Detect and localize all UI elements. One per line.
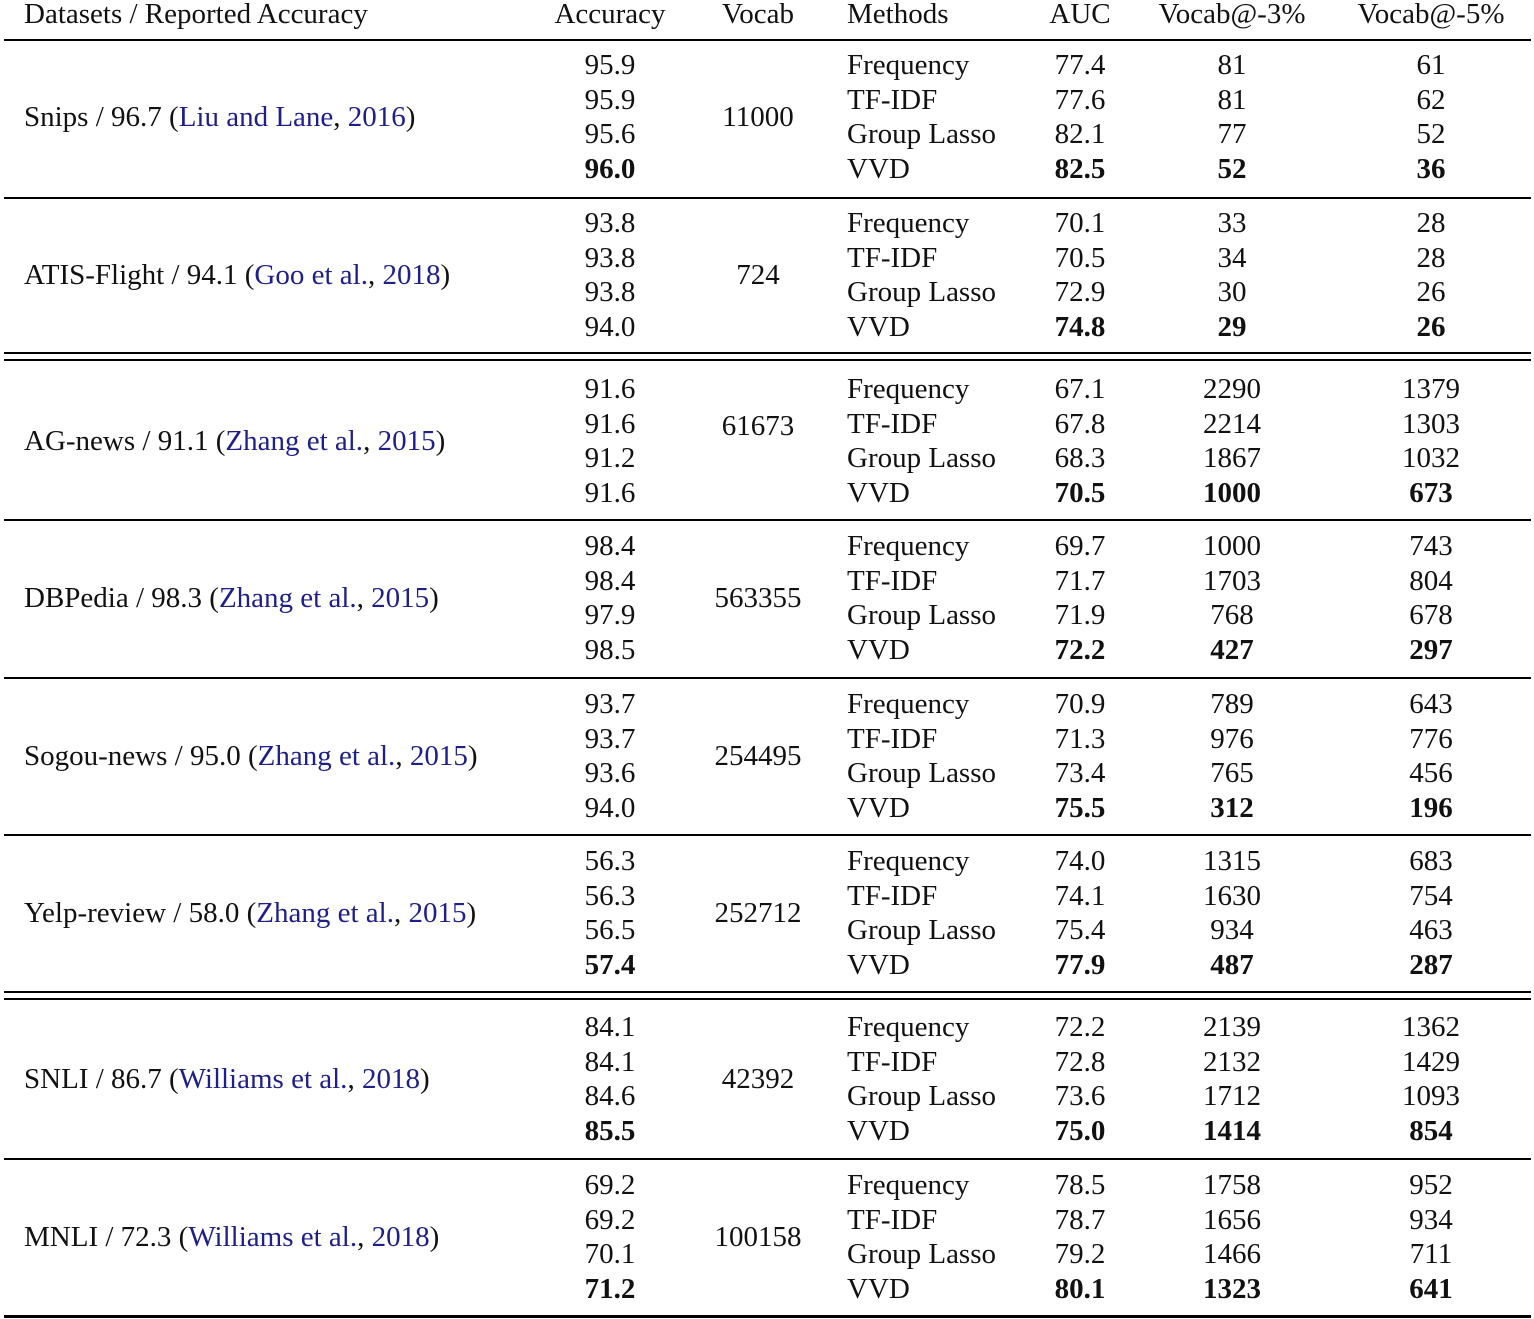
vocab-3-value: 1867 (1203, 442, 1261, 475)
accuracy-value: 93.8 (584, 241, 636, 274)
accuracy-value: 95.9 (584, 49, 636, 81)
auc-value: 71.3 (1054, 722, 1106, 755)
vocab-5-value: 61 (1416, 49, 1446, 81)
citation-close: ) (440, 258, 451, 291)
auc-value: 73.4 (1054, 757, 1106, 790)
vocab-5-value: 1379 (1402, 373, 1460, 405)
citation-year-link[interactable]: 2015 (409, 739, 468, 772)
accuracy-value: 95.6 (584, 118, 636, 151)
table-rule (4, 991, 1531, 993)
citation-separator: , (395, 739, 410, 772)
vocab-3-value: 427 (1210, 633, 1254, 666)
accuracy-value: 97.9 (584, 599, 636, 632)
accuracy-value: 56.3 (584, 879, 636, 912)
accuracy-value: 93.7 (584, 688, 636, 720)
vocab-3-value: 2214 (1203, 407, 1261, 440)
vocab-3-value: 976 (1210, 722, 1254, 755)
vocab-3-value: 2139 (1203, 1011, 1261, 1043)
auc-value: 71.7 (1054, 564, 1106, 597)
auc-value: 70.5 (1054, 476, 1106, 509)
dataset-label (24, 1062, 430, 1096)
header-vocab-3: Vocab@-3% (1158, 0, 1306, 30)
citation-separator: , (333, 100, 348, 133)
vocab-5-value: 62 (1416, 83, 1446, 116)
accuracy-value: 93.6 (584, 757, 636, 790)
citation-year-link[interactable]: 2018 (361, 1062, 420, 1095)
auc-value: 82.5 (1054, 152, 1106, 185)
auc-value: 70.1 (1054, 207, 1106, 239)
vocab-5-value: 673 (1409, 476, 1453, 509)
vocab-5-value: 952 (1409, 1169, 1453, 1201)
vocab-3-value: 1758 (1203, 1169, 1261, 1201)
citation-separator: , (356, 581, 372, 614)
citation-separator: , (347, 1062, 362, 1095)
vocab-3-value: 30 (1217, 276, 1247, 309)
header-rule (4, 39, 1531, 41)
method-name: Frequency (847, 1011, 970, 1043)
vocab-3-value: 1703 (1203, 564, 1261, 597)
method-name: Frequency (847, 207, 970, 239)
vocab-5-value: 934 (1409, 1203, 1453, 1236)
citation-author-link[interactable]: Williams et al. (188, 1220, 358, 1253)
vocab-3-value: 81 (1217, 49, 1247, 81)
accuracy-value: 84.6 (584, 1080, 636, 1113)
dataset-label (24, 1220, 439, 1254)
method-name: Frequency (847, 373, 970, 405)
vocab-3-value: 33 (1217, 207, 1247, 239)
vocab-5-value: 711 (1409, 1238, 1453, 1271)
method-name: TF-IDF (847, 722, 938, 755)
citation-separator: , (357, 1220, 372, 1253)
method-name: VVD (847, 633, 910, 666)
accuracy-value: 93.7 (584, 722, 636, 755)
vocab-5-value: 456 (1409, 757, 1453, 790)
dataset-label (24, 258, 450, 292)
table-rule (4, 1315, 1531, 1318)
dataset-label (24, 424, 445, 458)
vocab-3-value: 789 (1210, 688, 1254, 720)
vocab-5-value: 1032 (1402, 442, 1460, 475)
vocab-3-value: 312 (1210, 791, 1254, 824)
citation-author-link[interactable]: Williams et al. (178, 1062, 348, 1095)
auc-value: 74.1 (1054, 879, 1106, 912)
dataset-name: MNLI / 72.3 ( (24, 1220, 189, 1253)
table-rule (4, 352, 1531, 354)
vocab-5-value: 28 (1416, 207, 1446, 239)
vocab-5-value: 196 (1409, 791, 1453, 824)
accuracy-value: 56.3 (584, 845, 636, 877)
auc-value: 75.5 (1054, 791, 1106, 824)
citation-close: ) (467, 739, 478, 772)
method-name: Group Lasso (847, 442, 997, 475)
table-rule (4, 197, 1531, 199)
accuracy-value: 84.1 (584, 1011, 636, 1043)
method-name: VVD (847, 476, 910, 509)
method-name: Frequency (847, 49, 970, 81)
vocab-5-value: 26 (1416, 310, 1446, 343)
vocab-size: 100158 (714, 1220, 802, 1253)
accuracy-value: 94.0 (584, 310, 636, 343)
auc-value: 70.5 (1054, 241, 1106, 274)
header-vocab-5: Vocab@-5% (1357, 0, 1505, 30)
vocab-3-value: 77 (1217, 118, 1247, 151)
vocab-3-value: 52 (1217, 152, 1247, 185)
method-name: Group Lasso (847, 276, 997, 309)
auc-value: 77.9 (1054, 948, 1106, 981)
auc-value: 78.7 (1054, 1203, 1106, 1236)
table-rule (4, 1158, 1531, 1160)
method-name: Frequency (847, 845, 970, 877)
dataset-label (24, 739, 477, 773)
dataset-label (24, 100, 415, 134)
header-auc: AUC (1049, 0, 1111, 30)
vocab-size: 11000 (722, 100, 794, 133)
vocab-size: 252712 (714, 896, 802, 929)
vocab-5-value: 463 (1409, 914, 1453, 947)
method-name: TF-IDF (847, 241, 938, 274)
vocab-5-value: 643 (1409, 688, 1453, 720)
citation-close: ) (466, 896, 477, 929)
vocab-5-value: 754 (1409, 879, 1453, 912)
accuracy-value: 95.9 (584, 83, 636, 116)
auc-value: 73.6 (1054, 1080, 1106, 1113)
vocab-5-value: 28 (1416, 241, 1446, 274)
citation-year-link[interactable]: 2015 (371, 581, 430, 614)
citation-close: ) (429, 581, 439, 614)
method-name: Group Lasso (847, 757, 997, 790)
vocab-3-value: 1000 (1203, 530, 1261, 562)
accuracy-value: 91.6 (584, 476, 636, 509)
vocab-5-value: 641 (1409, 1272, 1453, 1305)
vocab-5-value: 287 (1409, 948, 1453, 981)
table-rule (4, 359, 1531, 361)
vocab-5-value: 678 (1409, 599, 1453, 632)
vocab-5-value: 1429 (1402, 1045, 1460, 1078)
accuracy-value: 98.4 (584, 564, 636, 597)
method-name: TF-IDF (847, 1045, 938, 1078)
citation-year-link[interactable]: 2016 (347, 100, 406, 133)
accuracy-value: 91.6 (584, 407, 636, 440)
vocab-5-value: 297 (1409, 633, 1453, 666)
vocab-3-value: 81 (1217, 83, 1247, 116)
dataset-name: AG-news / 91.1 ( (24, 424, 226, 457)
method-name: TF-IDF (847, 564, 938, 597)
auc-value: 82.1 (1054, 118, 1106, 151)
vocab-size: 254495 (714, 739, 802, 772)
header-methods: Methods (847, 0, 949, 30)
accuracy-value: 94.0 (584, 791, 636, 824)
auc-value: 74.0 (1054, 845, 1106, 877)
vocab-5-value: 26 (1416, 276, 1446, 309)
auc-value: 68.3 (1054, 442, 1106, 475)
vocab-3-value: 29 (1217, 310, 1247, 343)
vocab-5-value: 1362 (1402, 1011, 1460, 1043)
method-name: Group Lasso (847, 914, 997, 947)
vocab-3-value: 934 (1210, 914, 1254, 947)
method-name: TF-IDF (847, 407, 938, 440)
method-name: Frequency (847, 1169, 970, 1201)
auc-value: 72.9 (1054, 276, 1106, 309)
dataset-name: Yelp-review / 58.0 ( (24, 896, 257, 929)
method-name: Group Lasso (847, 599, 997, 632)
accuracy-value: 69.2 (584, 1169, 636, 1201)
vocab-3-value: 765 (1210, 757, 1254, 790)
vocab-3-value: 1323 (1203, 1272, 1261, 1305)
auc-value: 80.1 (1054, 1272, 1106, 1305)
vocab-5-value: 854 (1409, 1114, 1453, 1147)
header-vocab: Vocab (722, 0, 794, 30)
citation-close: ) (405, 100, 416, 133)
vocab-size: 563355 (714, 581, 802, 614)
method-name: TF-IDF (847, 1203, 938, 1236)
vocab-size: 42392 (721, 1062, 795, 1095)
auc-value: 70.9 (1054, 688, 1106, 720)
accuracy-value: 93.8 (584, 276, 636, 309)
vocab-size: 61673 (721, 409, 795, 442)
vocab-5-value: 743 (1409, 530, 1453, 562)
auc-value: 77.6 (1054, 83, 1106, 116)
auc-value: 71.9 (1054, 599, 1106, 632)
citation-close: ) (429, 1220, 440, 1253)
auc-value: 77.4 (1054, 49, 1106, 81)
vocab-5-value: 36 (1416, 152, 1446, 185)
vocab-3-value: 1712 (1203, 1080, 1261, 1113)
method-name: Group Lasso (847, 1238, 997, 1271)
citation-author-link[interactable]: Zhang et al. (257, 739, 396, 772)
accuracy-value: 98.5 (584, 633, 636, 666)
accuracy-value: 91.2 (584, 442, 636, 475)
citation-close: ) (435, 424, 446, 457)
vocab-size: 724 (736, 258, 780, 291)
citation-year-link[interactable]: 2015 (408, 896, 467, 929)
vocab-3-value: 1630 (1203, 879, 1261, 912)
vocab-3-value: 1315 (1203, 845, 1261, 877)
auc-value: 75.0 (1054, 1114, 1106, 1147)
table-rule (4, 519, 1531, 521)
citation-separator: , (367, 258, 383, 291)
vocab-3-value: 34 (1217, 241, 1247, 274)
citation-author-link[interactable]: Zhang et al. (225, 424, 364, 457)
method-name: VVD (847, 310, 910, 343)
citation-author-link[interactable]: Zhang et al. (218, 581, 357, 614)
vocab-3-value: 1466 (1203, 1238, 1261, 1271)
citation-separator: , (363, 424, 378, 457)
dataset-label (24, 896, 476, 930)
table-rule (4, 834, 1531, 836)
table-rule (4, 998, 1531, 1000)
vocab-5-value: 1093 (1402, 1080, 1460, 1113)
header-accuracy: Accuracy (554, 0, 666, 30)
accuracy-value: 70.1 (584, 1238, 636, 1271)
vocab-3-value: 1414 (1203, 1114, 1261, 1147)
vocab-5-value: 776 (1409, 722, 1453, 755)
auc-value: 72.2 (1054, 633, 1106, 666)
citation-author-link[interactable]: Zhang et al. (256, 896, 394, 929)
table-rule (4, 677, 1531, 679)
accuracy-value: 93.8 (584, 207, 636, 239)
accuracy-value: 71.2 (584, 1272, 636, 1305)
vocab-3-value: 1656 (1203, 1203, 1261, 1236)
dataset-name: Sogou-news / 95.0 ( (24, 739, 258, 772)
vocab-3-value: 487 (1210, 948, 1254, 981)
method-name: Frequency (847, 530, 970, 562)
auc-value: 78.5 (1054, 1169, 1106, 1201)
dataset-label (24, 581, 439, 615)
vocab-5-value: 804 (1409, 564, 1453, 597)
method-name: VVD (847, 948, 910, 981)
vocab-5-value: 52 (1416, 118, 1446, 151)
dataset-name: Snips / 96.7 ( (24, 100, 179, 133)
accuracy-value: 69.2 (584, 1203, 636, 1236)
dataset-name: ATIS-Flight / 94.1 ( (24, 258, 255, 291)
citation-author-link[interactable]: Goo et al. (254, 258, 368, 291)
auc-value: 67.1 (1054, 373, 1106, 405)
vocab-3-value: 2132 (1203, 1045, 1261, 1078)
accuracy-value: 84.1 (584, 1045, 636, 1078)
accuracy-value: 98.4 (584, 530, 636, 562)
auc-value: 75.4 (1054, 914, 1106, 947)
auc-value: 72.2 (1054, 1011, 1106, 1043)
method-name: VVD (847, 1114, 910, 1147)
method-name: Frequency (847, 688, 970, 720)
auc-value: 67.8 (1054, 407, 1106, 440)
accuracy-value: 96.0 (584, 152, 636, 185)
citation-year-link[interactable]: 2018 (371, 1220, 430, 1253)
auc-value: 69.7 (1054, 530, 1106, 562)
auc-value: 79.2 (1054, 1238, 1106, 1271)
method-name: Group Lasso (847, 1080, 997, 1113)
method-name: VVD (847, 1272, 910, 1305)
method-name: TF-IDF (847, 83, 938, 116)
header-datasets: Datasets / Reported Accuracy (24, 0, 368, 30)
citation-year-link[interactable]: 2018 (382, 258, 441, 291)
dataset-name: DBPedia / 98.3 ( (24, 581, 219, 614)
method-name: VVD (847, 791, 910, 824)
accuracy-value: 91.6 (584, 373, 636, 405)
accuracy-value: 85.5 (584, 1114, 636, 1147)
accuracy-value: 56.5 (584, 914, 636, 947)
method-name: VVD (847, 152, 910, 185)
method-name: TF-IDF (847, 879, 938, 912)
vocab-5-value: 1303 (1402, 407, 1460, 440)
citation-close: ) (419, 1062, 430, 1095)
citation-year-link[interactable]: 2015 (377, 424, 436, 457)
citation-separator: , (393, 896, 409, 929)
vocab-3-value: 1000 (1203, 476, 1261, 509)
dataset-name: SNLI / 86.7 ( (24, 1062, 179, 1095)
auc-value: 74.8 (1054, 310, 1106, 343)
vocab-5-value: 683 (1409, 845, 1453, 877)
accuracy-value: 57.4 (584, 948, 636, 981)
vocab-3-value: 2290 (1203, 373, 1261, 405)
vocab-3-value: 768 (1210, 599, 1254, 632)
citation-author-link[interactable]: Liu and Lane (178, 100, 334, 133)
method-name: Group Lasso (847, 118, 997, 151)
auc-value: 72.8 (1054, 1045, 1106, 1078)
table-header (0, 0, 1534, 40)
